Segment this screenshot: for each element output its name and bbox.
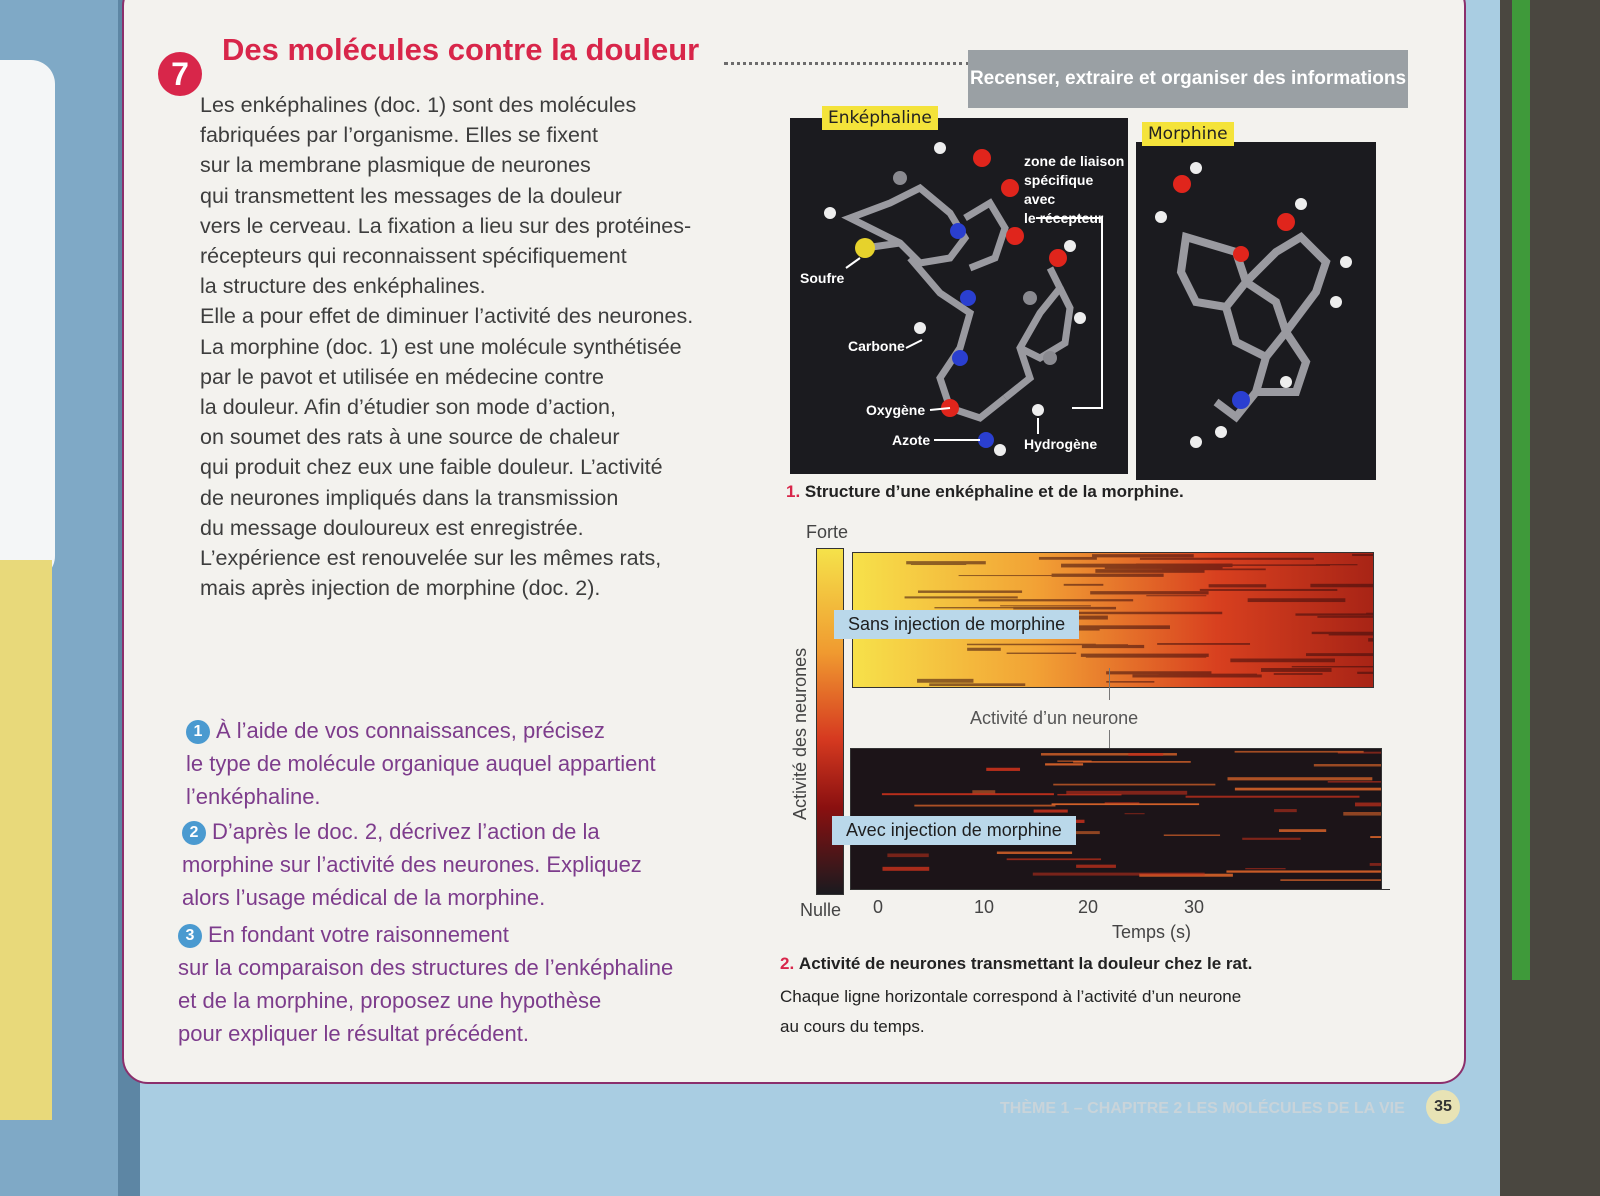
heat-streak	[1157, 643, 1250, 645]
heat-streak	[1280, 879, 1382, 881]
heat-streak	[1317, 616, 1374, 618]
heat-streak	[1328, 781, 1382, 783]
question-2	[182, 815, 742, 914]
heat-streak	[1310, 584, 1374, 587]
banner-with-morphine: Avec injection de morphine	[832, 816, 1076, 845]
heat-streak	[1125, 813, 1145, 814]
heat-streak	[1039, 557, 1097, 560]
heat-streak	[1092, 554, 1194, 557]
heat-streak	[1355, 803, 1382, 807]
neuron-pointer-line	[1109, 668, 1110, 700]
heat-streak	[1076, 865, 1116, 868]
question-line: D’après le doc. 2, décrivez l’action de la	[212, 819, 600, 844]
heat-streak	[1242, 838, 1300, 840]
page-number: 35	[1426, 1090, 1460, 1124]
intro-line: fabriquées par l’organisme. Elles se fixent	[200, 123, 598, 148]
x-tick: 20	[1078, 897, 1099, 917]
heat-streak	[1105, 802, 1140, 803]
green-tab	[1512, 0, 1530, 980]
x-axis-line	[850, 889, 1390, 890]
doc2-caption-text: Activité de neurones transmettant la douleur chez le rat.	[798, 954, 1253, 973]
label-binding-zone	[1024, 152, 1128, 228]
heat-streak	[959, 575, 1108, 576]
heat-streak	[1248, 598, 1346, 602]
heat-streak	[1226, 870, 1382, 872]
intro-line: de neurones impliqués dans la transmission	[200, 485, 619, 510]
heat-streak	[1166, 564, 1330, 565]
banner-without-morphine: Sans injection de morphine	[834, 610, 1079, 639]
heat-streak	[905, 596, 1018, 598]
doc2-caption-number: 2.	[780, 954, 795, 973]
heat-streak	[1368, 638, 1374, 641]
heat-streak	[1292, 666, 1374, 667]
binding-zone-line: le récepteur	[1024, 210, 1104, 226]
heat-streak	[1370, 836, 1382, 838]
question-line: et de la morphine, proposez une hypothèse	[178, 988, 602, 1013]
doc1-caption-text: Structure d’une enképhaline et de la morphine.	[804, 482, 1184, 501]
heat-streak	[997, 852, 1072, 854]
intro-paragraph	[200, 90, 740, 603]
heat-streak	[1245, 868, 1285, 869]
heat-streak	[1128, 753, 1163, 756]
heat-streak	[906, 561, 986, 564]
label-soufre: Soufre	[800, 270, 845, 286]
left-page-card	[0, 60, 55, 580]
label-azote: Azote	[892, 432, 931, 448]
intro-line: L’expérience est renouvelée sur les mêmes rats,	[200, 546, 662, 571]
binding-zone-line: spécifique avec	[1024, 172, 1094, 207]
left-page-sticky-note	[0, 560, 52, 1120]
heat-streak	[1186, 796, 1360, 798]
neuron-activity-label: Activité d’un neurone	[970, 708, 1139, 728]
heat-streak	[1064, 584, 1104, 586]
heat-streak	[1329, 633, 1374, 635]
scale-bottom-label: Nulle	[800, 900, 842, 920]
exercise-number-badge: 7	[158, 52, 202, 96]
doc2-caption-line: au cours du temps.	[780, 1017, 925, 1036]
heat-streak	[1007, 653, 1077, 654]
question-line: alors l’usage médical de la morphine.	[182, 885, 546, 910]
heat-streak	[1343, 812, 1382, 816]
heat-streak	[1033, 873, 1205, 876]
heat-streak	[1000, 605, 1091, 606]
heat-streak	[1081, 654, 1209, 657]
question-1	[186, 714, 746, 813]
heat-streak	[1057, 760, 1091, 761]
heat-streak	[1314, 764, 1382, 766]
doc1-caption	[786, 482, 1184, 502]
heat-streak	[1200, 589, 1338, 591]
heat-streak	[914, 805, 1055, 807]
heat-streak	[1279, 829, 1326, 832]
heat-streak	[1052, 803, 1200, 805]
intro-line: vers le cerveau. La fixation a lieu sur des protéines-	[200, 213, 692, 238]
question-line: pour expliquer le résultat précédent.	[178, 1021, 529, 1046]
skill-banner: Recenser, extraire et organiser des informations	[968, 50, 1408, 108]
heat-streak	[1106, 681, 1154, 683]
intro-line: la douleur. Afin d’étudier son mode d’action,	[200, 395, 616, 420]
heat-streak	[986, 768, 1020, 771]
morphine-model	[1136, 142, 1376, 480]
heat-streak	[1082, 645, 1144, 648]
heat-streak	[918, 590, 1022, 592]
question-number-badge: 1	[186, 720, 210, 744]
heat-streak	[1370, 863, 1382, 866]
enkephaline-tag: Enképhaline	[822, 106, 938, 130]
intro-line: par le pavot et utilisée en médecine contre	[200, 364, 604, 389]
x-tick: 30	[1184, 897, 1205, 917]
heat-streak	[929, 683, 1025, 686]
intro-line: qui transmettent les messages de la douleur	[200, 183, 622, 208]
y-axis-label: Activité des neurones	[790, 647, 810, 820]
heat-streak	[1034, 810, 1068, 813]
question-line: À l’aide de vos connaissances, précisez	[216, 718, 605, 743]
heat-streak	[882, 793, 1054, 795]
heat-streak	[1164, 835, 1220, 836]
heat-streak	[1357, 672, 1374, 674]
question-number-badge: 2	[182, 821, 206, 845]
enkephaline-structure-image	[790, 118, 1128, 474]
chapter-footer: THÈME 1 – CHAPITRE 2 LES MOLÉCULES DE LA VIE	[1000, 1100, 1405, 1117]
heat-streak	[1274, 809, 1297, 812]
intro-line: sur la membrane plasmique de neurones	[200, 153, 591, 178]
heat-streak	[1045, 763, 1083, 765]
label-carbone: Carbone	[848, 338, 905, 354]
heat-streak	[1095, 569, 1204, 573]
intro-line: Les enképhalines (doc. 1) sont des molécules	[200, 93, 637, 117]
doc2-caption	[780, 954, 1252, 974]
binding-zone-line: zone de liaison	[1024, 153, 1125, 169]
heat-streak	[1235, 788, 1381, 791]
question-line: morphine sur l’activité des neurones. Expliquez	[182, 852, 642, 877]
x-tick: 0	[873, 897, 884, 917]
intro-line: La morphine (doc. 1) est une molécule synthétisée	[200, 334, 682, 359]
heat-streak	[1228, 777, 1373, 780]
question-number-badge: 3	[178, 924, 202, 948]
doc2-caption-line: Chaque ligne horizontale correspond à l’activité d’un neurone	[780, 987, 1242, 1006]
question-3	[178, 918, 738, 1050]
heat-streak	[1230, 658, 1335, 662]
heat-streak	[1274, 673, 1323, 675]
heat-streak	[1352, 554, 1374, 556]
scale-top-label: Forte	[806, 522, 849, 542]
heat-streak	[1090, 591, 1208, 594]
intro-line: on soumet des rats à une source de chaleur	[200, 425, 620, 450]
heat-streak	[1261, 668, 1332, 672]
heat-streak	[917, 679, 973, 683]
morphine-structure-image	[1136, 142, 1376, 480]
intro-line: du message douloureux est enregistrée.	[200, 515, 584, 540]
heat-streak	[1235, 751, 1364, 753]
heat-streak	[882, 867, 929, 871]
intro-line: Elle a pour effet de diminuer l’activité des neurones.	[200, 304, 694, 329]
heat-streak	[979, 599, 1134, 601]
heat-streak	[1074, 625, 1170, 629]
heat-streak	[967, 644, 1096, 646]
heat-streak	[887, 854, 928, 858]
heat-streak	[967, 648, 1001, 651]
heat-streak	[1306, 653, 1374, 656]
question-line: le type de molécule organique auquel appartient	[186, 751, 656, 776]
x-tick: 10	[974, 897, 995, 917]
heat-streak	[1159, 674, 1257, 675]
exercise-title: Des molécules contre la douleur	[222, 32, 700, 67]
heat-streak	[1053, 784, 1215, 786]
heat-streak	[1140, 558, 1314, 560]
intro-line: mais après injection de morphine (doc. 2).	[200, 576, 601, 601]
doc2-caption-sub	[780, 982, 1241, 1042]
x-axis-label: Temps (s)	[1112, 922, 1192, 942]
heat-streak	[1295, 613, 1374, 615]
question-line: En fondant votre raisonnement	[208, 922, 509, 947]
morphine-tag: Morphine	[1142, 122, 1234, 146]
heat-streak	[1209, 584, 1267, 587]
heat-streak	[1146, 595, 1206, 596]
heat-streak	[1066, 791, 1187, 795]
intro-line: la structure des enképhalines.	[200, 274, 486, 299]
label-hydrogene: Hydrogène	[1024, 436, 1098, 452]
question-line: sur la comparaison des structures de l’enképhaline	[178, 955, 674, 980]
title-dotted-rule	[724, 62, 970, 65]
intro-line: qui produit chez eux une faible douleur. L’activité	[200, 455, 663, 480]
label-oxygene: Oxygène	[866, 402, 926, 418]
question-line: l’enképhaline.	[186, 784, 321, 809]
intro-line: récepteurs qui reconnaissent spécifiquement	[200, 244, 627, 269]
doc1-caption-number: 1.	[786, 482, 801, 501]
heat-streak	[1007, 858, 1101, 860]
